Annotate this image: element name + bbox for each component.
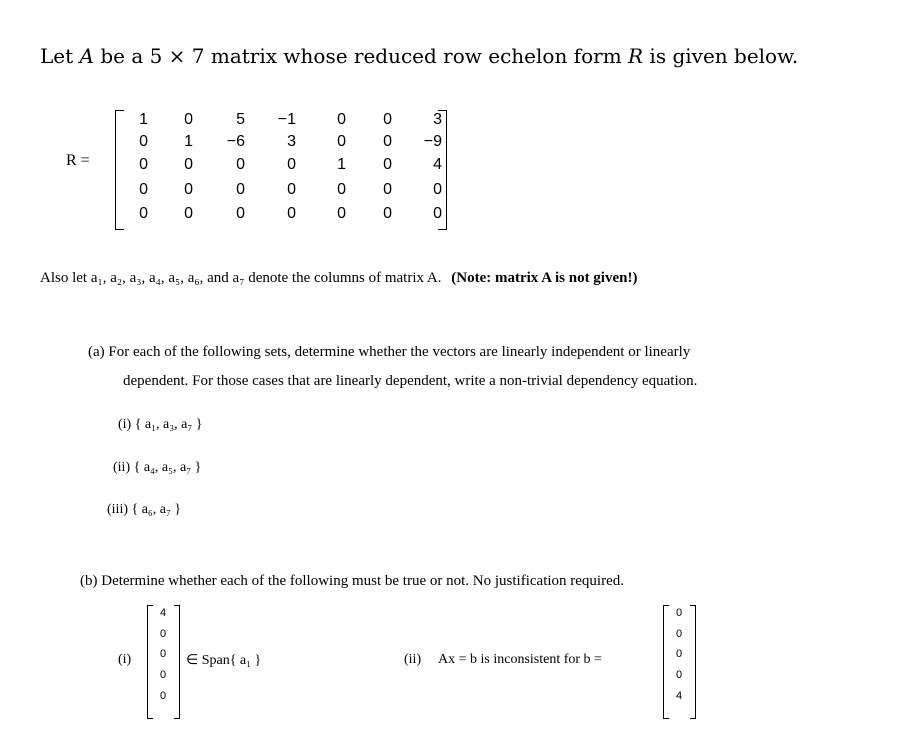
vector2-entry-3: 0 xyxy=(675,648,683,660)
matrix-entry-r5c7: 0 xyxy=(433,205,442,222)
part-a-item-i: (i) { a₁, a₃, a₇ } xyxy=(118,417,203,432)
matrix-entry-r5c3: 0 xyxy=(236,205,245,222)
matrix-entry-r2c4: 3 xyxy=(287,133,296,150)
matrix-entry-r2c3: −6 xyxy=(226,133,245,150)
part-b-line1: (b) Determine whether each of the following must be true or not. No justification required. xyxy=(80,573,624,589)
matrix-entry-r5c1: 0 xyxy=(139,205,148,222)
matrix-entry-r4c2: 0 xyxy=(184,181,193,198)
title-middle: be a 5 × 7 matrix whose reduced row echelon form xyxy=(93,44,629,68)
matrix-R-symbol: R xyxy=(628,44,644,68)
matrix-entry-r2c6: 0 xyxy=(383,133,392,150)
vector2-entry-5: 4 xyxy=(675,690,683,702)
matrix-entry-r3c6: 0 xyxy=(383,156,392,173)
matrix-entry-r1c6: 0 xyxy=(383,111,392,128)
vector1-entry-1: 4 xyxy=(159,607,167,619)
matrix-entry-r5c6: 0 xyxy=(383,205,392,222)
matrix-entry-r3c5: 1 xyxy=(337,156,346,173)
matrix-entry-r3c2: 0 xyxy=(184,156,193,173)
vector2-right-bracket xyxy=(690,605,696,719)
vector1-entry-4: 0 xyxy=(159,669,167,681)
columns-note xyxy=(40,270,637,287)
vector1-right-bracket xyxy=(174,605,180,719)
matrix-entry-r4c4: 0 xyxy=(287,181,296,198)
title-prefix: Let xyxy=(40,44,80,68)
vector1-entry-5: 0 xyxy=(159,690,167,702)
vector1-entry-3: 0 xyxy=(159,648,167,660)
part-a-line2: dependent. For those cases that are linearly dependent, write a non-trivial dependency equation. xyxy=(123,373,698,389)
part-a-item-iii: (iii) { a₆, a₇ } xyxy=(107,502,182,517)
matrix-entry-r5c5: 0 xyxy=(337,205,346,222)
part-b-item-i-text: ∈ Span{ a₁ } xyxy=(186,653,262,668)
matrix-entry-r1c5: 0 xyxy=(337,111,346,128)
matrix-entry-r4c5: 0 xyxy=(337,181,346,198)
matrix-entry-r1c7: 3 xyxy=(433,111,442,128)
vector2-entry-4: 0 xyxy=(675,669,683,681)
matrix-entry-r5c2: 0 xyxy=(184,205,193,222)
vector2-left-bracket xyxy=(663,605,669,719)
part-a-line1: (a) For each of the following sets, determine whether the vectors are linearly independent or linearly xyxy=(88,344,691,360)
columns-note-text: Also let a₁, a₂, a₃, a₄, a₅, a₆, and a₇ denote the columns of matrix A. xyxy=(40,270,442,286)
part-b-item-ii-label: (ii) xyxy=(404,652,422,667)
columns-note-emphasis: (Note: matrix A is not given!) xyxy=(451,270,638,286)
matrix-entry-r2c2: 1 xyxy=(184,133,193,150)
part-b-item-i-label: (i) xyxy=(118,652,132,667)
matrix-entry-r2c7: −9 xyxy=(423,133,442,150)
title-suffix: is given below. xyxy=(643,44,799,68)
matrix-entry-r5c4: 0 xyxy=(287,205,296,222)
matrix-entry-r4c1: 0 xyxy=(139,181,148,198)
vector2-entry-2: 0 xyxy=(675,628,683,640)
matrix-entry-r4c6: 0 xyxy=(383,181,392,198)
part-b-item-ii-text: Ax = b is inconsistent for b = xyxy=(438,652,602,667)
matrix-entry-r2c1: 0 xyxy=(139,133,148,150)
matrix-entry-r1c1: 1 xyxy=(139,111,148,128)
matrix-entry-r4c3: 0 xyxy=(236,181,245,198)
matrix-entry-r1c4: −1 xyxy=(277,111,296,128)
matrix-A-symbol: A xyxy=(79,44,94,68)
vector1-left-bracket xyxy=(147,605,153,719)
matrix-entry-r3c7: 4 xyxy=(433,156,442,173)
matrix-entry-r1c2: 0 xyxy=(184,111,193,128)
problem-statement xyxy=(40,44,798,68)
matrix-entry-r1c3: 5 xyxy=(236,111,245,128)
matrix-entry-r2c5: 0 xyxy=(337,133,346,150)
vector1-entry-2: 0 xyxy=(159,628,167,640)
part-a-item-ii: (ii) { a₄, a₅, a₇ } xyxy=(113,460,202,475)
matrix-entry-r3c1: 0 xyxy=(139,156,148,173)
matrix-label: R = xyxy=(66,152,90,169)
matrix-entry-r4c7: 0 xyxy=(433,181,442,198)
matrix-entry-r3c4: 0 xyxy=(287,156,296,173)
matrix-entry-r3c3: 0 xyxy=(236,156,245,173)
vector2-entry-1: 0 xyxy=(675,607,683,619)
